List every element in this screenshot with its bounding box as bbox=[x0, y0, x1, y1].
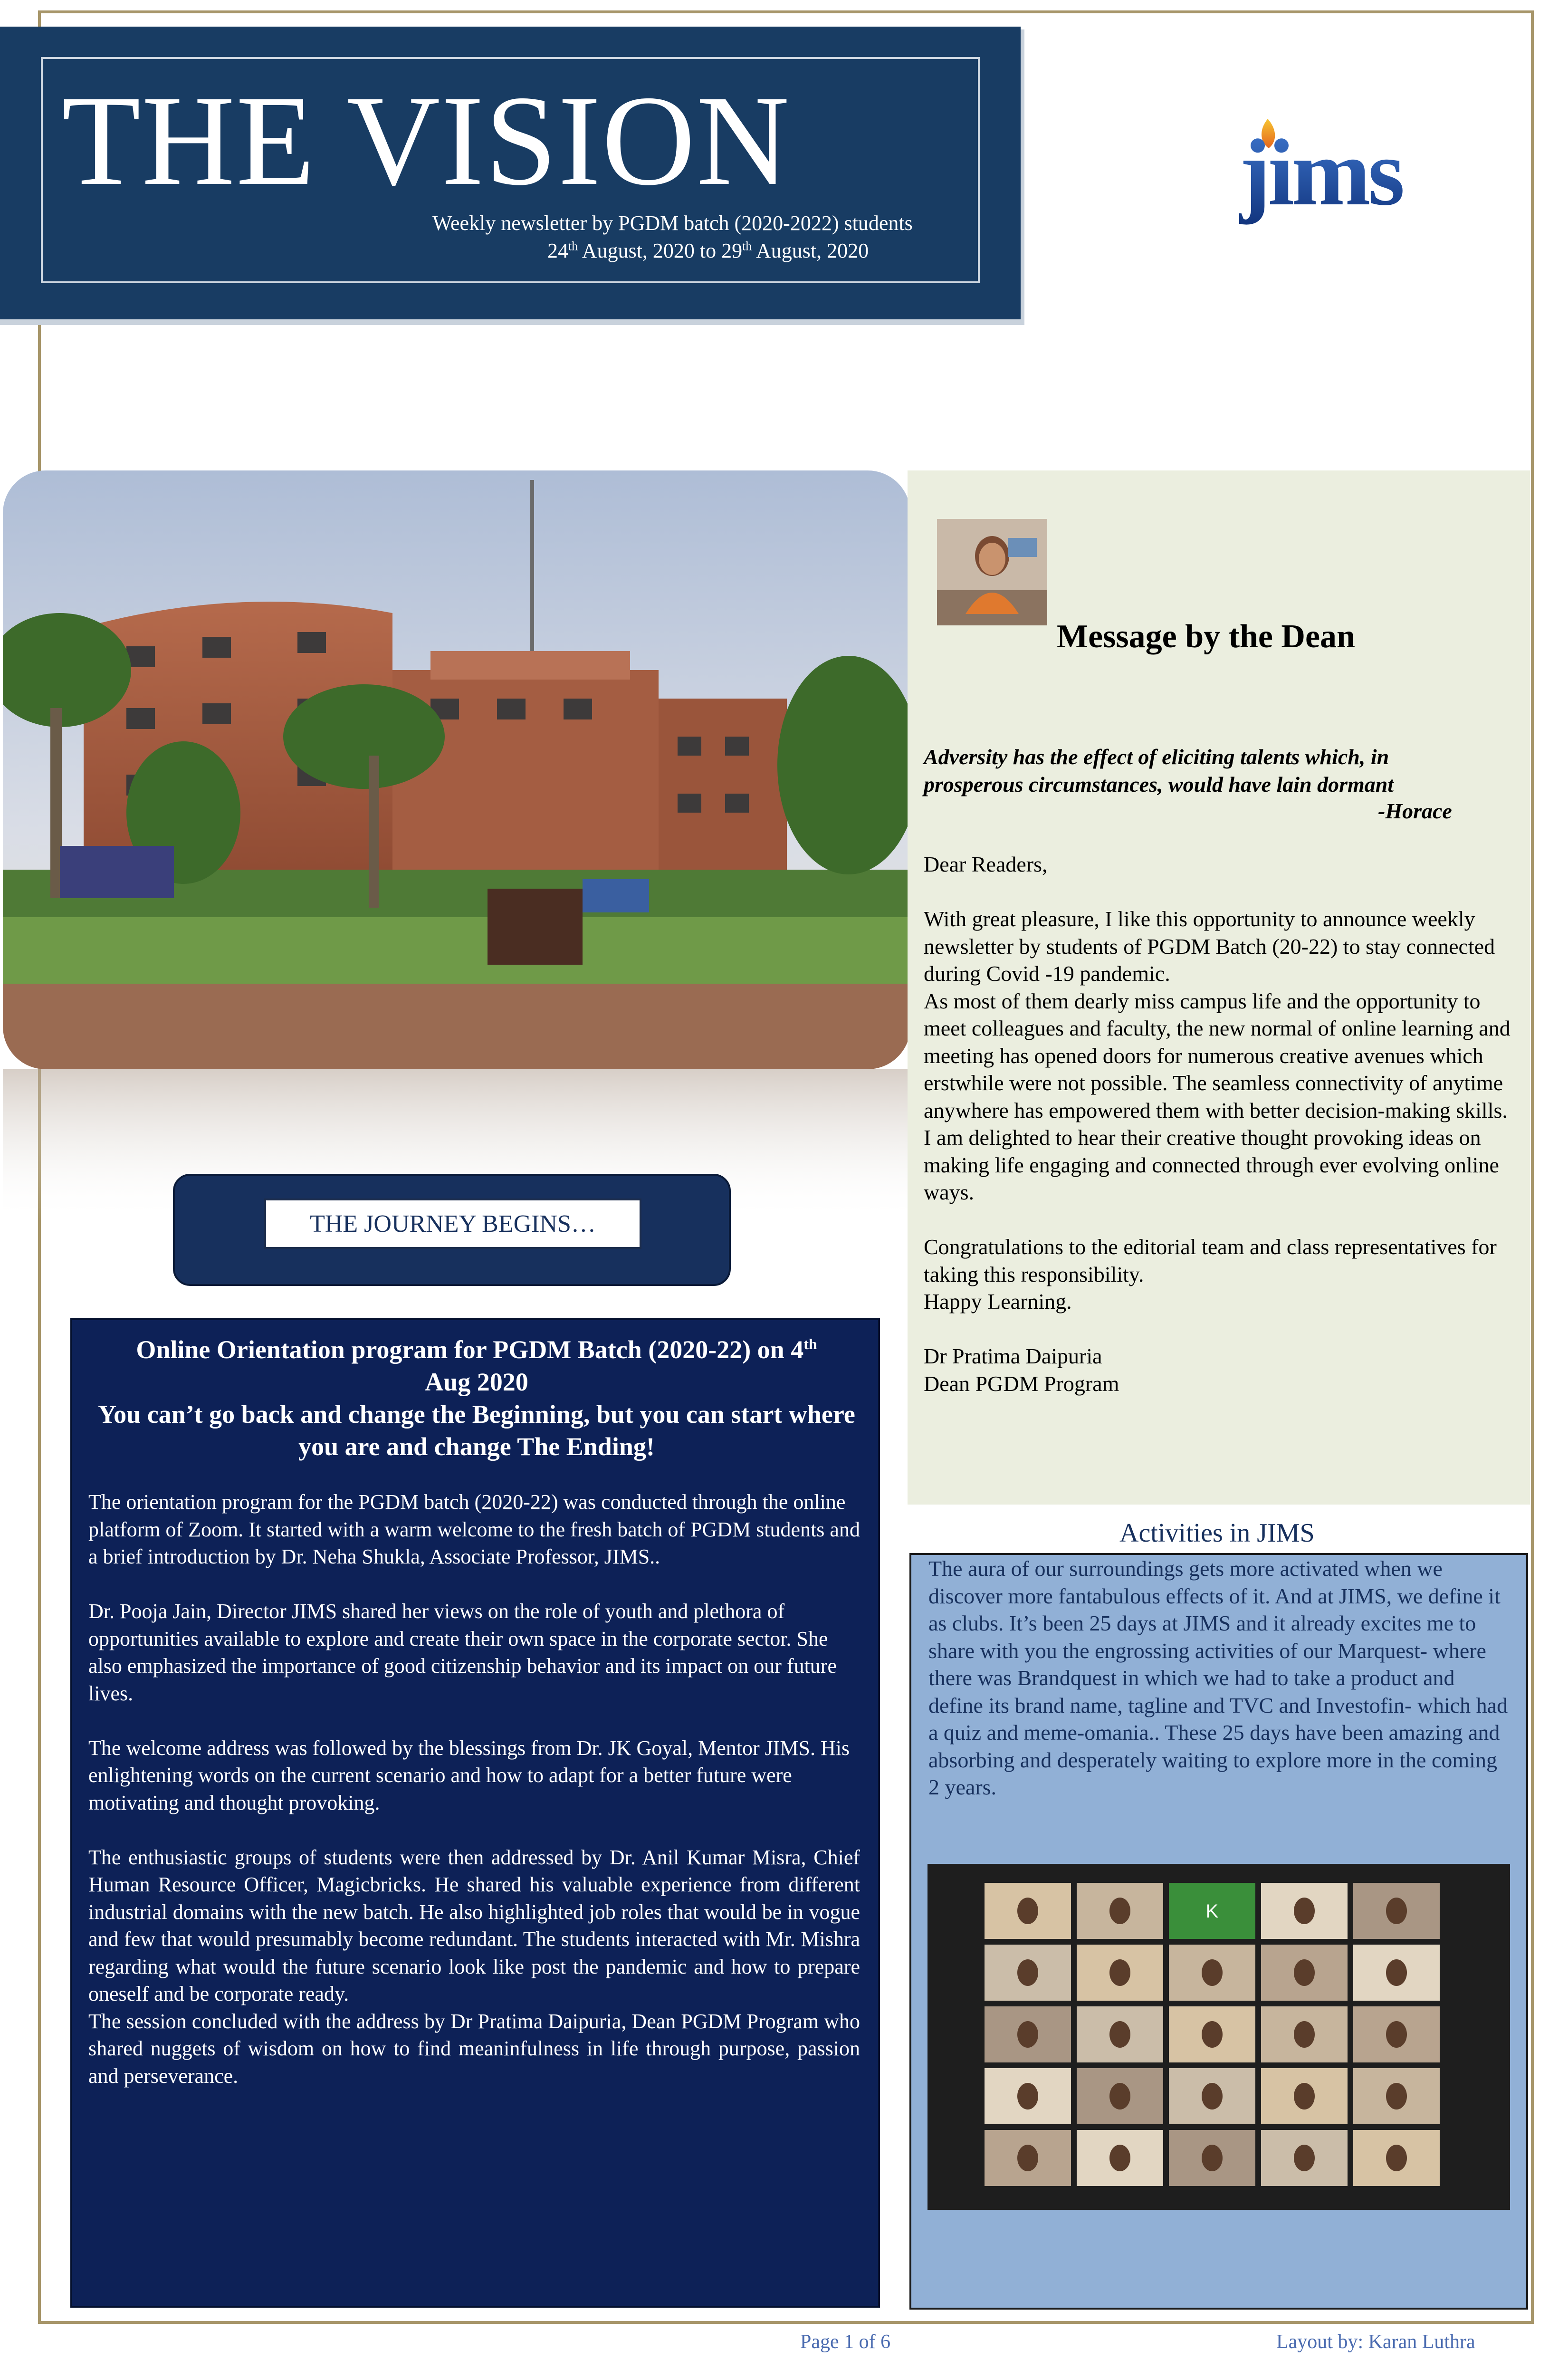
participant-avatar bbox=[1386, 2083, 1407, 2110]
quote-line: prosperous circumstances, would have lain dormant bbox=[924, 772, 1394, 796]
dean-salutation: Dear Readers, bbox=[924, 852, 1048, 876]
zoom-meeting-screenshot bbox=[927, 1864, 1510, 2210]
article-paragraph: The orientation program for the PGDM batch (2020-22) was conducted through the online platform of Zoom. It started with a warm welcome to the fresh batch of PGDM students and a brief introduction by Dr. Neha Shukla, Associate Professor, JIMS.. bbox=[88, 1490, 860, 1568]
participant-avatar bbox=[1386, 2021, 1407, 2048]
dean-paragraph: As most of them dearly miss campus life and the opportunity to meet colleagues and faculty, the new normal of online learning and meeting has opened doors for numerous creative avenues which erstwhile were not possible. The seamless connectivity of anytime anywhere has empowered them with better decision-making skills. bbox=[924, 988, 1511, 1122]
article-heading-sup: th bbox=[803, 1335, 817, 1352]
activities-body: The aura of our surroundings gets more activated when we discover more fantabulous effects of it. And at JIMS, we define it as clubs. It’s been 25 days at JIMS and it already excites me to share with you the engrossing activities of our Marquest- where there was Brandquest in which we had to take a product and define its brand name, tagline and TVC and Investofin- which had a quiz and meme-omania.. These 25 days have been amazing and absorbing and desperately waiting to explore more in the coming 2 years. bbox=[928, 1556, 1508, 1799]
participant-avatar bbox=[1386, 1898, 1407, 1924]
newsletter-dates bbox=[547, 239, 869, 263]
participant-avatar bbox=[1017, 1898, 1038, 1924]
layout-credit: Layout by: Karan Luthra bbox=[1276, 2331, 1475, 2353]
dean-signature-title: Dean PGDM Program bbox=[924, 1371, 1119, 1396]
activities-panel bbox=[909, 1553, 1528, 2310]
participant-avatar bbox=[1202, 2021, 1223, 2048]
article-heading bbox=[93, 1328, 860, 1463]
quote-line: Adversity has the effect of eliciting talents which, in bbox=[924, 745, 1389, 769]
participant-avatar bbox=[1202, 1959, 1223, 1986]
newsletter-subtitle: Weekly newsletter by PGDM batch (2020-2022) students bbox=[432, 211, 913, 235]
dean-paragraph: I am delighted to hear their creative thought provoking ideas on making life engaging and connected through ever evolving online ways. bbox=[924, 1125, 1499, 1204]
participant-avatar bbox=[1294, 2083, 1315, 2110]
quote-author: -Horace bbox=[1378, 799, 1452, 823]
article-paragraph: The enthusiastic groups of students were then addressed by Dr. Anil Kumar Misra, Chief Human Resource Officer, Magicbricks. He shared his valuable experience from different industrial domains with the new batch. He also highlighted job roles that would be in vogue and few that would presumably become redundant. The students interacted with Mr. Mishra regarding what would the future scenario look like post the pandemic and how to prepare oneself and be corporate ready. bbox=[88, 1845, 860, 2005]
logo-text: jims bbox=[1239, 120, 1402, 225]
participant-avatar bbox=[1294, 1898, 1315, 1924]
participant-avatar bbox=[1202, 2083, 1223, 2110]
orientation-article bbox=[70, 1318, 880, 2308]
dean-paragraph: Happy Learning. bbox=[924, 1289, 1072, 1314]
participant-avatar bbox=[1109, 2083, 1130, 2110]
participant-avatar bbox=[1017, 2021, 1038, 2048]
participant-avatar bbox=[1386, 2145, 1407, 2171]
article-heading-line1: Online Orientation program for PGDM Batch (2020-22) on 4 bbox=[136, 1335, 804, 1364]
dean-photo bbox=[937, 519, 1047, 625]
campus-building-photo bbox=[3, 470, 910, 1069]
dean-message-body bbox=[924, 851, 1518, 1397]
article-paragraph: Dr. Pooja Jain, Director JIMS shared her views on the role of youth and plethora of opportunities available to explore and create their own space in the corporate sector. She also emphasized the importance of good citizenship behavior and its impact on our future lives. bbox=[88, 1600, 837, 1705]
article-body bbox=[88, 1488, 860, 2090]
masthead bbox=[0, 27, 1021, 319]
activities-title: Activities in JIMS bbox=[1119, 1518, 1315, 1548]
participant-avatar bbox=[1109, 1898, 1130, 1924]
participant-avatar bbox=[1109, 2021, 1130, 2048]
newsletter-title: THE VISION bbox=[62, 69, 791, 212]
dean-paragraph: With great pleasure, I like this opportunity to announce weekly newsletter by students of PGDM Batch (20-22) to stay connected during Covid -19 pandemic. bbox=[924, 907, 1495, 986]
article-paragraph: The session concluded with the address by Dr Pratima Daipuria, Dean PGDM Program who shared nuggets of wisdom on how to find meaninfulness in life through purpose, passion and perseverance. bbox=[88, 2009, 860, 2088]
dean-message-panel bbox=[908, 470, 1530, 1505]
participant-avatar bbox=[1109, 2145, 1130, 2171]
date-end-suffix: th bbox=[742, 239, 752, 253]
participant-avatar bbox=[1294, 1959, 1315, 1986]
masthead-inner-frame bbox=[41, 57, 980, 283]
participant-avatar bbox=[1017, 2145, 1038, 2171]
dean-signature-name: Dr Pratima Daipuria bbox=[924, 1344, 1102, 1368]
article-heading-date: Aug 2020 bbox=[425, 1368, 528, 1396]
jims-logo bbox=[1239, 109, 1439, 247]
dean-heading: Message by the Dean bbox=[1057, 618, 1355, 655]
participant-avatar bbox=[1386, 1959, 1407, 1986]
participant-avatar bbox=[1017, 1959, 1038, 1986]
date-start-day: 24 bbox=[547, 239, 568, 262]
date-end-text: August, 2020 bbox=[752, 239, 869, 262]
journey-banner bbox=[173, 1174, 731, 1286]
zoom-tile-letter: K bbox=[1205, 1901, 1219, 1922]
page-number: Page 1 of 6 bbox=[800, 2331, 891, 2353]
participant-avatar bbox=[1294, 2145, 1315, 2171]
participant-avatar bbox=[1109, 1959, 1130, 1986]
journey-label: THE JOURNEY BEGINS… bbox=[264, 1199, 641, 1249]
participant-avatar bbox=[1202, 2145, 1223, 2171]
dean-quote bbox=[924, 743, 1499, 798]
date-start-suffix: th bbox=[568, 239, 578, 253]
article-paragraph: The welcome address was followed by the blessings from Dr. JK Goyal, Mentor JIMS. His enlightening words on the current scenario and how to adapt for a better future were motivating and thought provoking. bbox=[88, 1736, 850, 1814]
article-heading-tagline: You can’t go back and change the Beginning, but you can start where you are and change The Ending! bbox=[98, 1400, 855, 1461]
date-range-text: August, 2020 to 29 bbox=[578, 239, 743, 262]
participant-avatar bbox=[1017, 2083, 1038, 2110]
participant-avatar bbox=[1294, 2021, 1315, 2048]
dean-paragraph: Congratulations to the editorial team and class representatives for taking this responsibility. bbox=[924, 1235, 1497, 1286]
